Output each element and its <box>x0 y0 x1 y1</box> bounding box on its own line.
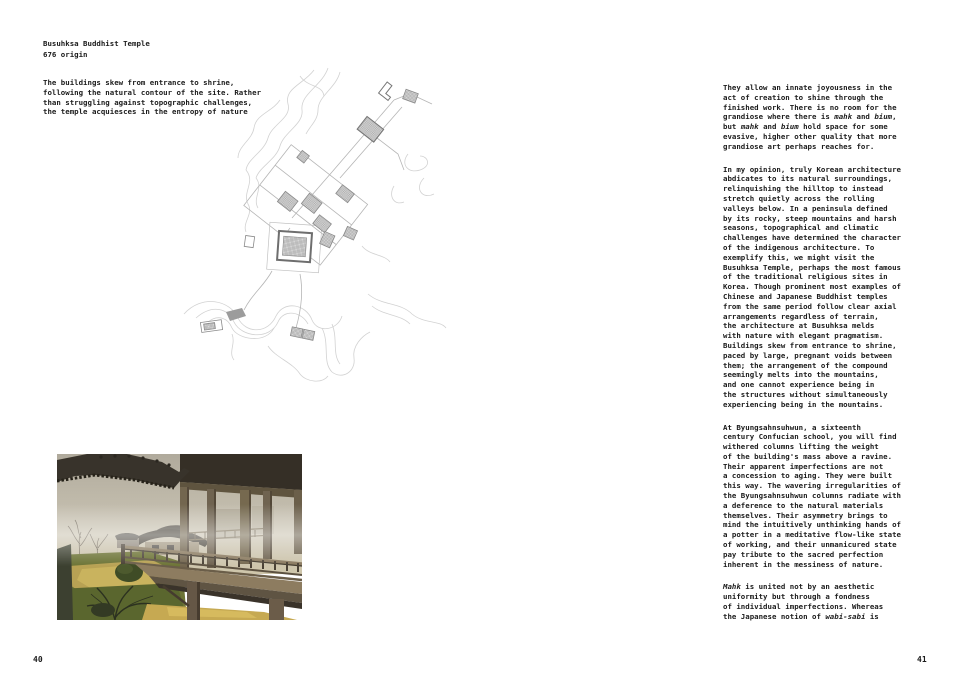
text-line: challenges have determined the character <box>723 233 901 243</box>
text-line: with nature with elegant pragmatism. <box>723 331 884 341</box>
text-line: by its rocky, steep mountains and harsh <box>723 213 897 223</box>
text-line: the structures without simultaneously <box>723 389 888 399</box>
text-line: arrangements regardless of terrain, <box>723 311 879 321</box>
text-line: The buildings skew from entrance to shrine, <box>43 78 235 87</box>
text-line: They allow an innate joyousness in the <box>723 83 893 92</box>
chapter-subtitle: 676 origin <box>43 50 88 59</box>
text-line: withered columns lifting the weight <box>723 442 879 452</box>
text-line: Busuhksa Temple, perhaps the most famous <box>723 262 901 272</box>
paragraph <box>723 423 933 570</box>
text-line: of individual imperfections. Whereas <box>723 602 884 612</box>
text-line: but mahk and bium hold space for some <box>723 122 888 132</box>
text-line: inherent in the messiness of nature. <box>723 559 884 569</box>
temple-buildings <box>200 82 418 340</box>
chapter-title: Busuhksa Buddhist Temple <box>43 39 150 48</box>
temple-photo <box>57 454 302 620</box>
text-line: paced by large, pregnant voids between <box>723 350 893 360</box>
text-line: century Confucian school, you will find <box>723 432 897 442</box>
text-line: the architecture at Busuhksa melds <box>723 321 875 331</box>
text-line: valleys below. In a peninsula defined <box>723 203 888 213</box>
text-line: the Japanese notion of wabi-sabi is <box>723 611 879 621</box>
text-line: pay tribute to the sacred perfection <box>723 549 884 559</box>
text-line: Buildings skew from entrance to shrine, <box>723 340 897 350</box>
paragraph <box>723 83 933 152</box>
text-line: this way. The wavering irregularities of <box>723 481 901 491</box>
page-number-left: 40 <box>33 655 43 664</box>
text-line: seasons, topographical and climatic <box>723 223 879 233</box>
text-line: themselves. Their asymmetry brings to <box>723 510 888 520</box>
text-line: of the traditional religious sites in <box>723 272 888 282</box>
text-line: of the building's mass above a ravine. <box>723 451 893 461</box>
text-line: them; the arrangement of the compound <box>723 360 888 370</box>
text-line: the temple acquiesces in the entropy of nature <box>43 107 248 117</box>
page-number-right: 41 <box>917 655 927 664</box>
text-line: grandiose where there is mahk and bium, <box>723 112 897 122</box>
body-text-column <box>723 83 933 622</box>
text-line: of the indigenous architecture. To <box>723 242 875 252</box>
text-line: than struggling against topographic challenges, <box>43 97 253 107</box>
text-line: exemplify this, we might visit the <box>723 252 875 262</box>
mist-overlay <box>57 504 302 566</box>
text-line: uniformity but through a fondness <box>723 592 870 602</box>
paragraph <box>723 165 933 410</box>
paragraph <box>723 582 933 621</box>
text-line: Chinese and Japanese Buddhist temples <box>723 291 888 301</box>
text-line: seemingly melts into the mountains, <box>723 370 879 380</box>
text-line: Their apparent imperfections are not <box>723 461 884 471</box>
text-line: from the same period follow clear axial <box>723 301 897 311</box>
text-line: Korea. Though prominent most examples of <box>723 282 901 292</box>
text-line: grandiose art perhaps reaches for. <box>723 141 875 151</box>
text-line: a potter in a meditative flow-like state <box>723 530 901 540</box>
text-line: In my opinion, truly Korean architecture <box>723 164 901 174</box>
text-line: finished work. There is no room for the <box>723 102 897 112</box>
text-line: At Byungsahnsuhwun, a sixteenth <box>723 422 861 432</box>
text-line: the Byungsahnsuhwun columns radiate with <box>723 491 901 501</box>
text-line: experiencing being in the mountains. <box>723 399 884 409</box>
text-line: act of creation to shine through the <box>723 92 884 102</box>
text-line: following the natural contour of the site. Rather <box>43 87 262 97</box>
text-line: evasive, higher other quality that more <box>723 131 897 141</box>
chapter-heading <box>43 38 150 60</box>
text-line: relinquishing the hilltop to instead <box>723 184 884 194</box>
text-line: Mahk is united not by an aesthetic <box>723 582 875 592</box>
text-line: abdicates to its natural surroundings, <box>723 174 893 184</box>
text-line: a deference to the natural materials <box>723 500 884 510</box>
text-line: mind the intuitively unthinking hands of <box>723 520 901 530</box>
text-line: and one cannot experience being in <box>723 380 875 390</box>
text-line: a concession to aging. They were built <box>723 471 893 481</box>
text-line: stretch quietly across the rolling <box>723 193 875 203</box>
site-plan-drawing <box>172 66 472 391</box>
text-line: of working, and their unmanicured state <box>723 540 897 550</box>
